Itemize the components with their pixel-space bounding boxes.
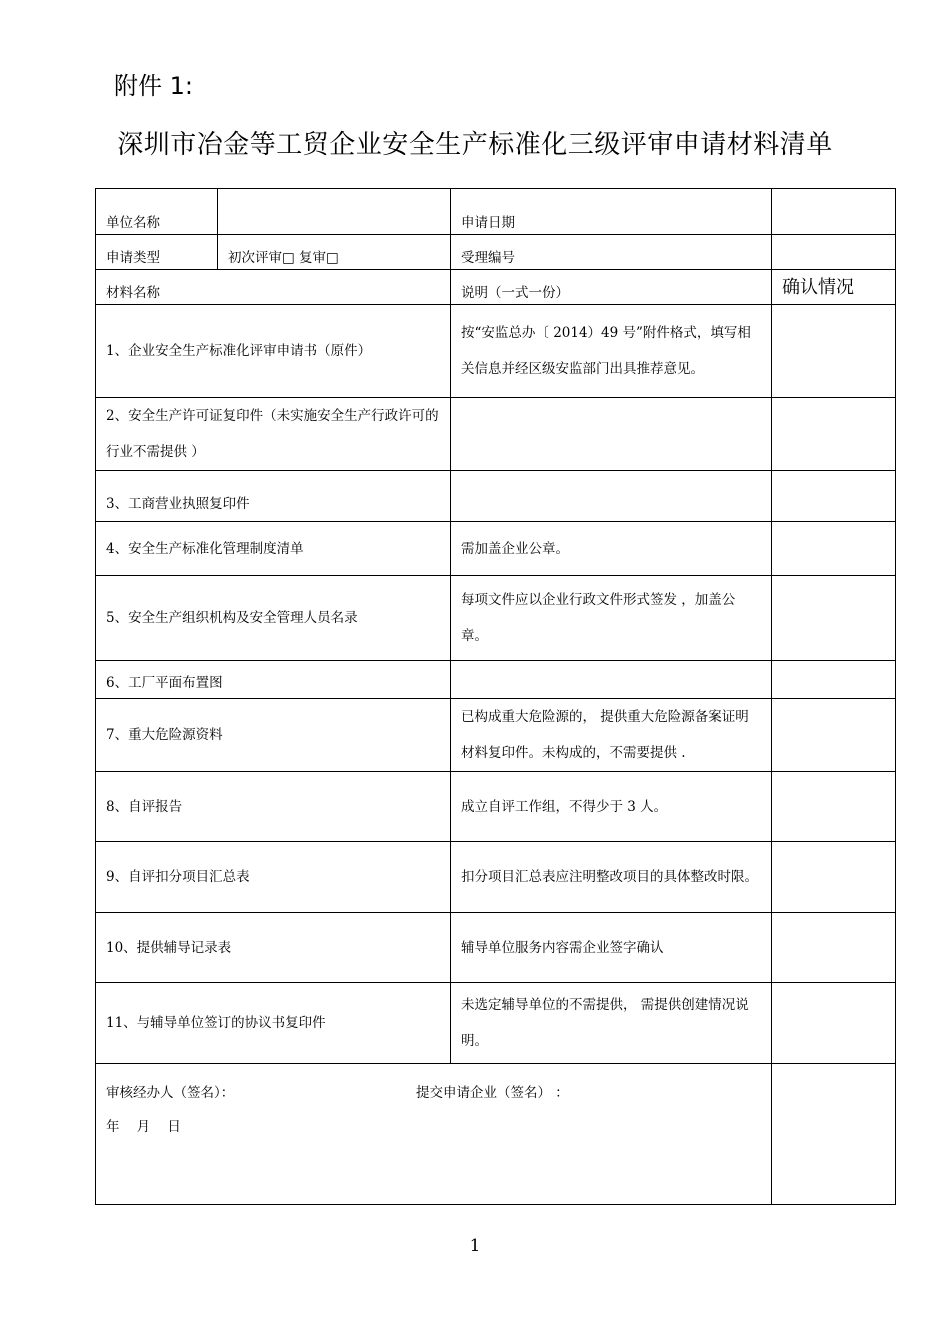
confirm-cell[interactable]: [772, 842, 896, 913]
apply-type-options[interactable]: 初次评审□ 复审□: [218, 235, 451, 270]
materials-table: [95, 188, 896, 1205]
table-row: [96, 471, 896, 522]
material-name: 7、重大危险源资料: [96, 699, 451, 772]
material-name: 1、企业安全生产标准化评审申请书（原件）: [96, 305, 451, 398]
confirm-cell[interactable]: [772, 772, 896, 842]
signature-row: [96, 1064, 896, 1205]
material-name: 11、与辅导单位签订的协议书复印件: [96, 983, 451, 1064]
confirm-cell[interactable]: [772, 471, 896, 522]
material-name: 5、安全生产组织机构及安全管理人员名录: [96, 576, 451, 661]
table-row: [96, 699, 896, 772]
material-note: [451, 661, 772, 699]
material-name: 9、自评扣分项目汇总表: [96, 842, 451, 913]
apply-date-label: 申请日期: [451, 189, 772, 235]
material-note: [451, 398, 772, 471]
material-name-header: 材料名称: [96, 270, 451, 305]
material-note: 成立自评工作组，不得少于 3 人。: [451, 772, 772, 842]
table-row: [96, 661, 896, 699]
accept-no-field[interactable]: [772, 235, 896, 270]
material-name: 2、安全生产许可证复印件（未实施安全生产行政许可的行业不需提供 ）: [96, 398, 451, 471]
confirm-header: 确认情况: [772, 270, 896, 305]
material-note: 扣分项目汇总表应注明整改项目的具体整改时限。: [451, 842, 772, 913]
confirm-cell[interactable]: [772, 522, 896, 576]
table-row: [96, 983, 896, 1064]
material-name: 4、安全生产标准化管理制度清单: [96, 522, 451, 576]
column-header-row: [96, 270, 896, 305]
material-note: 辅导单位服务内容需企业签字确认: [451, 913, 772, 983]
confirm-cell[interactable]: [772, 661, 896, 699]
material-note: 每项文件应以企业行政文件形式签发 ，加盖公章。: [451, 576, 772, 661]
confirm-cell[interactable]: [772, 699, 896, 772]
reviewer-signature-label: 审核经办人（签名）：: [106, 1085, 235, 1101]
table-row: [96, 305, 896, 398]
apply-date-field[interactable]: [772, 189, 896, 235]
material-note: [451, 471, 772, 522]
material-name: 3、工商营业执照复印件: [96, 471, 451, 522]
confirm-cell[interactable]: [772, 398, 896, 471]
page-title: 深圳市冶金等工贸企业安全生产标准化三级评审申请材料清单: [117, 130, 833, 160]
confirm-cell[interactable]: [772, 305, 896, 398]
signature-date-label: 年 月 日: [106, 1119, 181, 1135]
apply-type-label: 申请类型: [96, 235, 218, 270]
table-row: [96, 576, 896, 661]
table-row: [96, 913, 896, 983]
material-note: 已构成重大危险源的， 提供重大危险源备案证明材料复印件。未构成的，不需要提供 .: [451, 699, 772, 772]
signature-block: [96, 1064, 772, 1205]
attachment-label: 附件 1:: [114, 72, 193, 100]
signature-confirm-cell[interactable]: [772, 1064, 896, 1205]
submitter-signature-label: 提交申请企业（签名） ：: [416, 1085, 569, 1101]
material-name: 10、提供辅导记录表: [96, 913, 451, 983]
table-row: [96, 398, 896, 471]
unit-name-field[interactable]: [218, 189, 451, 235]
confirm-cell[interactable]: [772, 576, 896, 661]
page-number: 1: [469, 1236, 481, 1256]
material-note: 按“安监总办〔 2014）49 号”附件格式，填写相关信息并经区级安监部门出具推荐意见。: [451, 305, 772, 398]
unit-name-label: 单位名称: [96, 189, 218, 235]
material-name: 6、工厂平面布置图: [96, 661, 451, 699]
confirm-cell[interactable]: [772, 913, 896, 983]
confirm-cell[interactable]: [772, 983, 896, 1064]
table-row: [96, 772, 896, 842]
table-row: [96, 842, 896, 913]
apply-type-row: [96, 235, 896, 270]
material-note: 需加盖企业公章。: [451, 522, 772, 576]
accept-no-label: 受理编号: [451, 235, 772, 270]
note-header: 说明（一式一份）: [451, 270, 772, 305]
unit-name-row: [96, 189, 896, 235]
table-row: [96, 522, 896, 576]
material-name: 8、自评报告: [96, 772, 451, 842]
material-note: 未选定辅导单位的不需提供， 需提供创建情况说明。: [451, 983, 772, 1064]
